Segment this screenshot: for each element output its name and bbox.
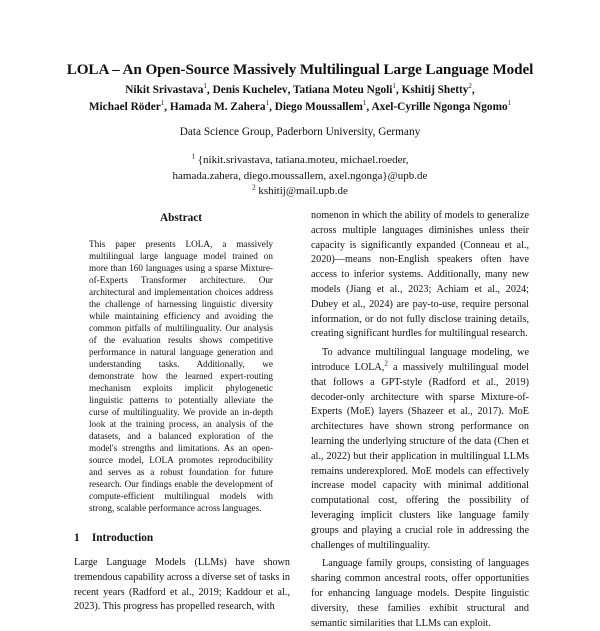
author-sep: , (269, 101, 275, 113)
section-number: 1 (74, 532, 80, 544)
email-text: {nikit.srivastava, tatiana.moteu, michael.roeder, (197, 154, 409, 166)
author: Kshitij Shetty (401, 84, 469, 96)
author-sep: , (206, 84, 213, 96)
affiliation: Data Science Group, Paderborn University, Germany (179, 126, 421, 138)
author-mark: 1 (362, 99, 367, 108)
author: Denis Kuchelev (212, 84, 288, 96)
author-mark: 2 (468, 82, 472, 91)
footnote-mark: 2 (384, 359, 388, 368)
email-line (0, 153, 600, 169)
author-mark: 1 (160, 99, 165, 108)
author-mark: 1 (507, 99, 512, 108)
email-text: kshitij@mail.upb.de (258, 185, 348, 197)
email-mark: 2 (252, 183, 256, 192)
intro-left-column (74, 556, 290, 615)
author-sep: , (366, 101, 372, 113)
author-sep: , (287, 84, 294, 96)
author: Nikit Srivastava (125, 84, 204, 96)
paragraph-text: a massively multilingual model that follows a GPT-style (Radford et al., 2019) decoder-only architecture with sparse Mixture-of-Experts (MoE) layers (Shazeer et al., 2017). MoE architectures have shown strong performance on learning the underlying structure of the data (Chen et al., 2022) but their application in multilingual LLMs remains underexplored. MoE models can effectively increase model capacity with minimal additional computational cost, offering the possibility of leveraging implicit clusters like language family groups and playing a crucial role in addressing the challenges of multilinguality. (311, 361, 529, 551)
abstract-text: This paper presents LOLA, a massively multilingual large language model trained on more than 160 languages using a sparse Mixture-of-Experts Transformer architecture. Our architectural and implementation choices address the challenge of harnessing linguistic diversity while maintaining efficiency and avoiding the common pitfalls of multilinguality. Our analysis of the evaluation results shows competitive performance in natural language generation and understanding tasks. Additionally, we demonstrate how the learned expert-routing mechanism exploits implicit phylogenetic linguistic patterns to potentially alleviate the curse of multilinguality. We provide an in-depth look at the training process, an analysis of the datasets, and a balanced exploration of the model's strengths and limitations. As an open-source model, LOLA promotes reproducibility and serves as a robust foundation for future research. Our findings enable the development of compute-efficient multilingual models with strong, scalable performance across languages. (89, 239, 273, 513)
abstract-heading: Abstract (159, 212, 203, 224)
paragraph: Large Language Models (LLMs) have shown tremendous capability across a diverse set of tasks in recent years (Radford et al., 2019; Kaddour et al., 2023). This progress has propelled research, with (74, 557, 290, 613)
email-line: hamada.zahera, diego.moussallem, axel.ngonga}@upb.de (172, 169, 428, 182)
author: Michael Röder (88, 101, 161, 113)
paragraph-text: To advance multilingual language modeling, we introduce LOLA, (311, 347, 529, 373)
author-sep: , (164, 101, 170, 113)
author-mark: 1 (265, 99, 270, 108)
author-list (0, 82, 600, 116)
paragraph: nomenon in which the ability of models to generalize across multiple languages diminishes unless their capacity is significantly expanded (Conneau et al., 2020)—means non-English speakers often have access to inferior systems. Additionally, many new models (Jiang et al., 2023; Achiam et al., 2024; Dubey et al., 2024) are pay-to-use, require personal information, or do not fully disclose training details, creating significant hurdles for multilingual research. (311, 210, 529, 340)
paragraph: Language family groups, consisting of languages sharing common ancestral roots, offer opportunities for enhancing language models. Despite linguistic diversity, these families exhibit structural and semantic similarities that LLMs can exploit. (311, 558, 529, 629)
section-title: Introduction (91, 532, 154, 544)
email-block (0, 153, 600, 200)
author-mark: 1 (392, 82, 396, 91)
author-sep: , (395, 84, 402, 96)
author-line-1 (0, 82, 600, 99)
author: Tatiana Moteu Ngoli (293, 84, 393, 96)
paper-title: LOLA – An Open-Source Massively Multilingual Large Language Model (66, 61, 534, 78)
author-sep: , (471, 84, 475, 96)
section-heading (74, 532, 153, 544)
author: Diego Moussallem (274, 101, 363, 113)
email-mark: 1 (191, 152, 196, 161)
paragraph (311, 346, 529, 553)
author-line-2 (0, 99, 600, 116)
author: Hamada M. Zahera (169, 101, 266, 113)
email-line (0, 184, 600, 200)
author-mark: 1 (203, 82, 207, 91)
intro-right-column (311, 209, 529, 631)
author: Axel-Cyrille Ngonga Ngomo (371, 101, 508, 113)
